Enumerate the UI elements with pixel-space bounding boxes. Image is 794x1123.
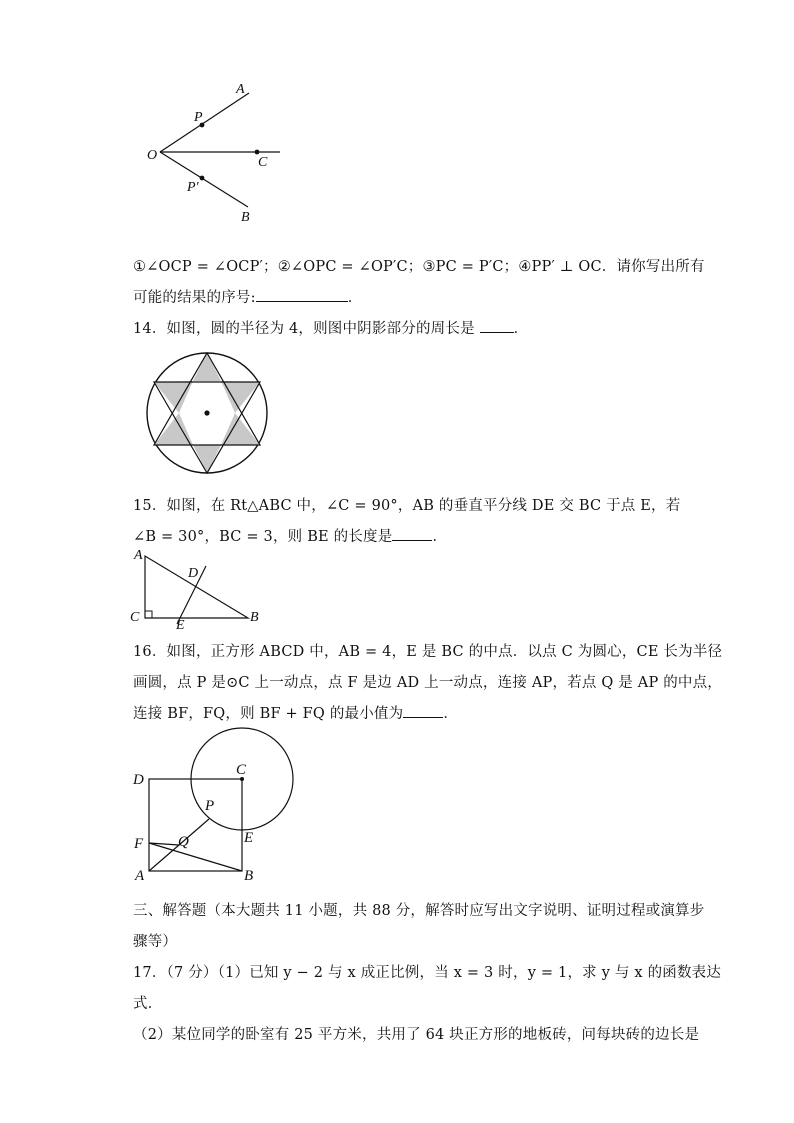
q14-question: 14．如图，圆的半径为 4，则图中阴影部分的周长是 (133, 321, 475, 337)
q13-prefix: 可能的结果的序号: (133, 290, 256, 306)
q17-line3: （2）某位同学的卧室有 25 平方米，共用了 64 块正方形的地板砖，问每块砖的边长是 (133, 1027, 700, 1043)
q17-line1: 17．（7 分）（1）已知 y − 2 与 x 成正比例，当 x = 3 时，y = 1，求 y 与 x 的函数表达 (133, 965, 722, 981)
label-b: B (244, 868, 254, 884)
answer-blank (392, 526, 432, 541)
label-f: F (134, 836, 144, 852)
label-p-prime: P′ (187, 180, 199, 195)
q15-line1: 15．如图，在 Rt△ABC 中，∠C = 90°，AB 的垂直平分线 DE 交 BC 于点 E，若 (133, 498, 681, 514)
figure-right-triangle (130, 548, 270, 632)
label-c: C (236, 762, 247, 778)
label-d: D (133, 772, 144, 788)
label-a: A (134, 548, 143, 563)
label-p: P (205, 798, 215, 814)
q17-line2: 式． (133, 996, 163, 1012)
q13-line2 (133, 286, 362, 307)
q16-suffix: ． (443, 706, 459, 722)
label-b: B (241, 210, 250, 225)
point-c (255, 150, 260, 155)
answer-blank (256, 287, 348, 302)
label-q: Q (178, 834, 189, 850)
center-point (204, 410, 209, 415)
section3-line1: 三、解答题（本大题共 11 小题，共 88 分，解答时应写出文字说明、证明过程或演算步 (133, 903, 705, 919)
q13-line1: ①∠OCP = ∠OCP′；②∠OPC = ∠OP′C；③PC = P′C；④PP′ ⊥ OC．请你写出所有 (133, 259, 705, 275)
answer-blank (480, 318, 514, 333)
label-d: D (188, 566, 199, 581)
q15-question: ∠B = 30°，BC = 3，则 BE 的长度是 (133, 529, 393, 545)
q16-line1: 16．如图，正方形 ABCD 中，AB = 4，E 是 BC 的中点．以点 C 为圆心，CE 长为半径 (133, 644, 723, 660)
label-c: C (130, 610, 140, 625)
label-o: O (147, 148, 158, 163)
label-a: A (236, 82, 245, 97)
label-p: P (194, 110, 203, 125)
answer-blank (403, 703, 443, 718)
label-e: E (176, 618, 185, 633)
label-a: A (135, 868, 145, 884)
point-p-prime (200, 176, 205, 181)
q15-suffix: ． (432, 529, 448, 545)
label-c: C (258, 155, 268, 170)
q15-line2 (133, 525, 447, 546)
figure-circle-star (140, 345, 272, 480)
q16-line3 (133, 702, 458, 723)
q13-suffix: ． (347, 290, 363, 306)
label-e: E (244, 830, 254, 846)
q16-question: 连接 BF，FQ，则 BF + FQ 的最小值为 (133, 706, 404, 722)
q14-text (133, 317, 528, 338)
figure-square-circle (130, 725, 305, 885)
q14-suffix: ． (513, 321, 529, 337)
label-b: B (250, 610, 259, 625)
q16-line2: 画圆，点 P 是⊙C 上一动点，点 F 是边 AD 上一动点，连接 AP，若点 Q 是 AP 的中点， (133, 675, 723, 691)
section3-line2: 骤等） (133, 934, 178, 950)
